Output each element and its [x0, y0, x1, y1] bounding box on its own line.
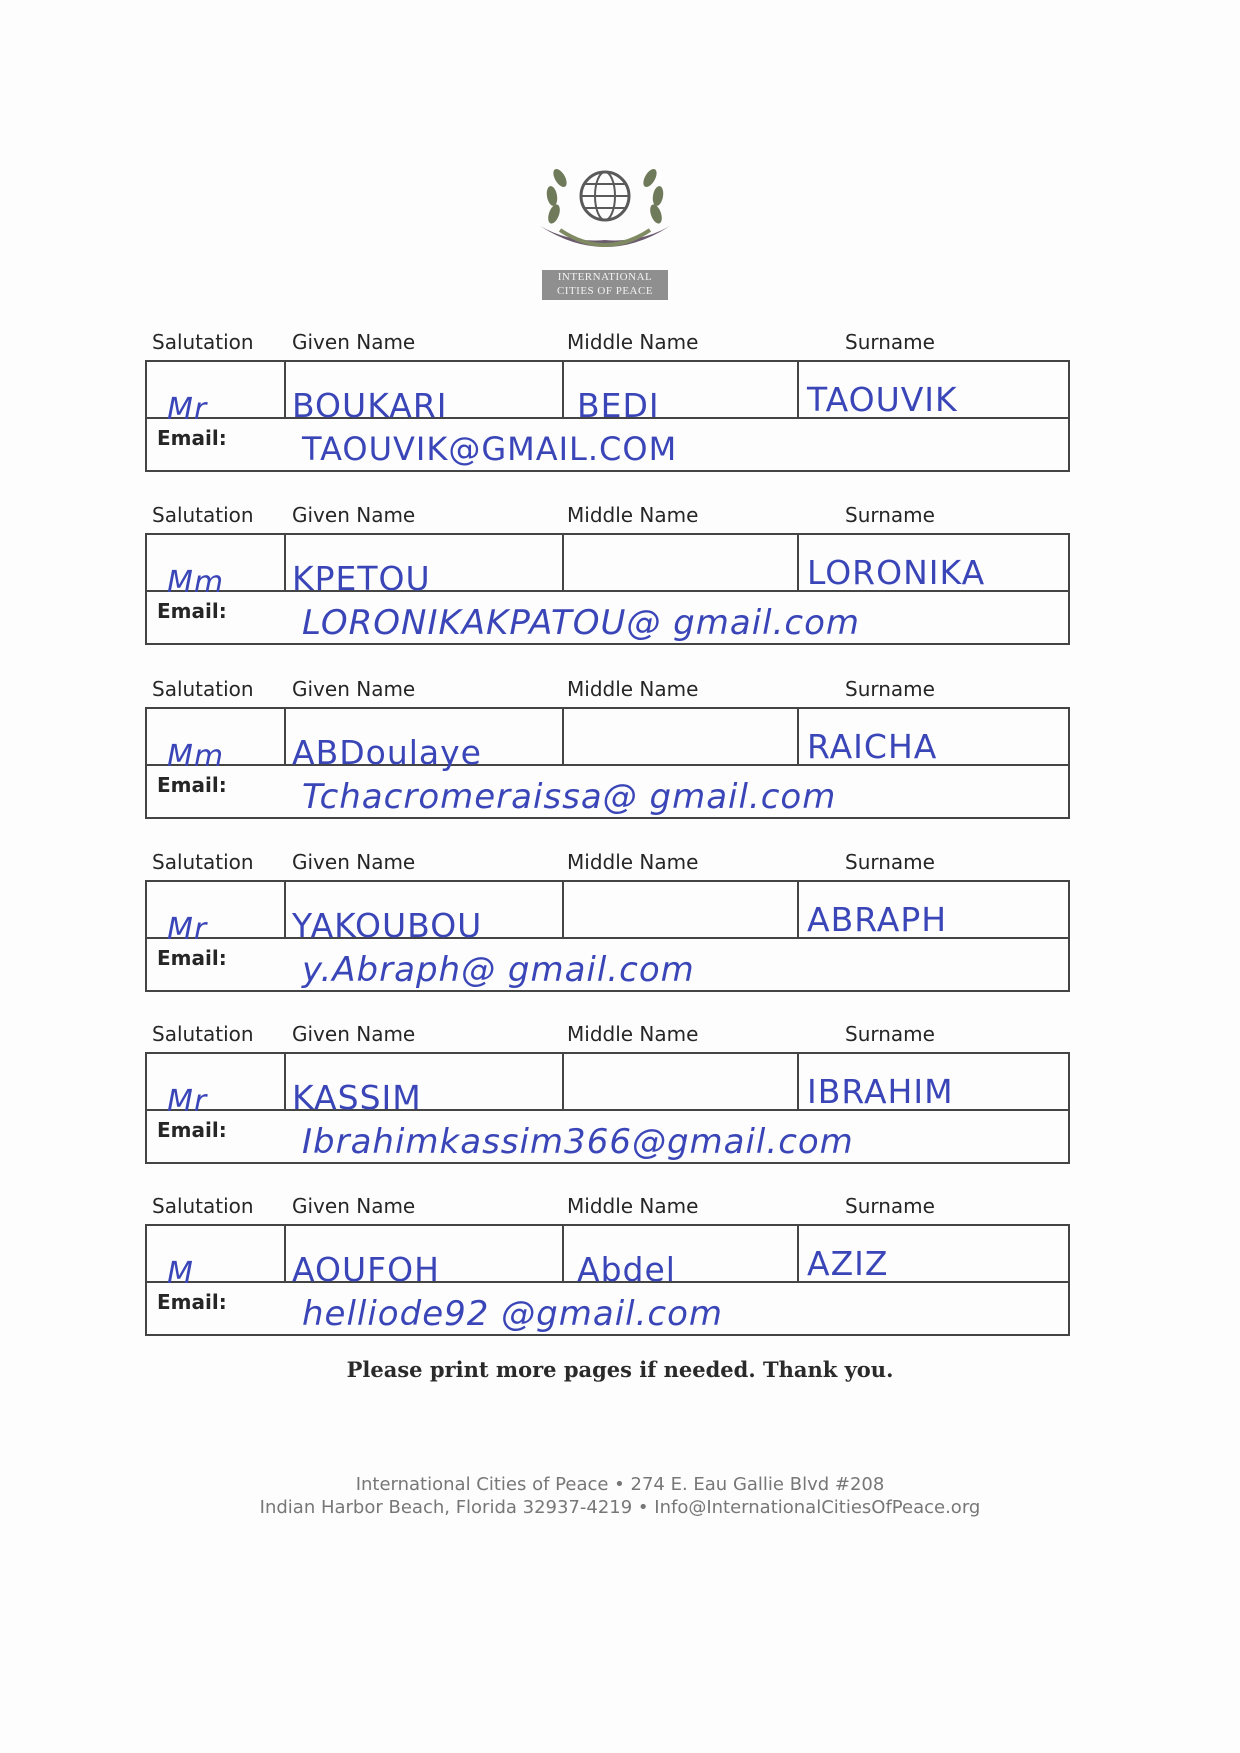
surname-header: Surname	[845, 677, 935, 701]
signup-entry	[145, 330, 1075, 480]
middle-name-value[interactable]: Abdel	[577, 1250, 676, 1289]
email-value[interactable]: helliode92 @gmail.com	[302, 1294, 724, 1334]
email-label: Email:	[157, 426, 227, 450]
surname-value[interactable]: LORONIKA	[807, 553, 986, 592]
entry-box	[145, 880, 1070, 992]
entry-box	[145, 1224, 1070, 1336]
salutation-header: Salutation	[152, 850, 254, 874]
surname-header: Surname	[845, 1194, 935, 1218]
given-name-header: Given Name	[292, 1022, 416, 1046]
salutation-header: Salutation	[152, 677, 254, 701]
middle-name-header: Middle Name	[567, 1022, 699, 1046]
salutation-value[interactable]: Mm	[167, 565, 225, 600]
signup-entry	[145, 850, 1075, 1000]
divider	[284, 1054, 286, 1109]
given-name-header: Given Name	[292, 1194, 416, 1218]
surname-header: Surname	[845, 503, 935, 527]
surname-value[interactable]: RAICHA	[807, 727, 938, 766]
email-value[interactable]: Tchacromeraissa@ gmail.com	[302, 777, 837, 817]
surname-value[interactable]: ABRAPH	[807, 900, 948, 939]
entry-box	[145, 1052, 1070, 1164]
given-name-value[interactable]: ABDoulaye	[292, 733, 482, 772]
given-name-value[interactable]: YAKOUBOU	[292, 906, 483, 945]
salutation-header: Salutation	[152, 503, 254, 527]
divider	[797, 1226, 799, 1281]
given-name-value[interactable]: KPETOU	[292, 559, 431, 598]
divider	[284, 362, 286, 417]
closing-note: Please print more pages if needed. Thank you.	[346, 1357, 894, 1382]
divider	[562, 709, 564, 764]
divider	[562, 362, 564, 417]
email-label: Email:	[157, 946, 227, 970]
footer-address-line-2: Indian Harbor Beach, Florida 32937-4219 • Info@InternationalCitiesOfPeace.org	[259, 1497, 981, 1518]
surname-header: Surname	[845, 850, 935, 874]
email-label: Email:	[157, 773, 227, 797]
email-value[interactable]: Ibrahimkassim366@gmail.com	[302, 1122, 854, 1162]
given-name-value[interactable]: AOUFOH	[292, 1250, 440, 1289]
entry-box	[145, 533, 1070, 645]
divider	[797, 535, 799, 590]
divider	[284, 709, 286, 764]
salutation-value[interactable]: Mr	[167, 912, 208, 947]
divider	[284, 535, 286, 590]
signup-entry	[145, 1194, 1075, 1344]
divider	[562, 1054, 564, 1109]
given-name-header: Given Name	[292, 677, 416, 701]
entry-box	[145, 707, 1070, 819]
divider	[797, 1054, 799, 1109]
divider	[562, 882, 564, 937]
given-name-header: Given Name	[292, 330, 416, 354]
email-label: Email:	[157, 1290, 227, 1314]
middle-name-header: Middle Name	[567, 1194, 699, 1218]
signup-entry	[145, 503, 1075, 653]
surname-header: Surname	[845, 1022, 935, 1046]
footer-address-line-1: International Cities of Peace • 274 E. Eau Gallie Blvd #208	[355, 1474, 885, 1495]
surname-value[interactable]: IBRAHIM	[807, 1072, 954, 1111]
divider	[797, 709, 799, 764]
divider	[562, 1226, 564, 1281]
salutation-value[interactable]: Mr	[167, 392, 208, 427]
salutation-value[interactable]: M	[167, 1256, 194, 1291]
email-label: Email:	[157, 1118, 227, 1142]
given-name-value[interactable]: BOUKARI	[292, 386, 448, 425]
surname-header: Surname	[845, 330, 935, 354]
globe-dove-icon	[520, 148, 690, 266]
divider	[797, 882, 799, 937]
signup-entry	[145, 677, 1075, 827]
given-name-value[interactable]: KASSIM	[292, 1078, 422, 1117]
middle-name-header: Middle Name	[567, 503, 699, 527]
middle-name-header: Middle Name	[567, 677, 699, 701]
surname-value[interactable]: TAOUVIK	[807, 380, 958, 419]
middle-name-header: Middle Name	[567, 850, 699, 874]
middle-name-value[interactable]: BEDI	[577, 386, 660, 425]
email-value[interactable]: y.Abraph@ gmail.com	[302, 950, 695, 990]
email-label: Email:	[157, 599, 227, 623]
middle-name-header: Middle Name	[567, 330, 699, 354]
surname-value[interactable]: AZIZ	[807, 1244, 889, 1283]
salutation-value[interactable]: Mr	[167, 1084, 208, 1119]
salutation-header: Salutation	[152, 1194, 254, 1218]
salutation-header: Salutation	[152, 1022, 254, 1046]
salutation-header: Salutation	[152, 330, 254, 354]
divider	[284, 882, 286, 937]
logo-wordmark: INTERNATIONAL CITIES OF PEACE	[542, 270, 668, 300]
divider	[562, 535, 564, 590]
given-name-header: Given Name	[292, 850, 416, 874]
organization-logo	[520, 148, 690, 308]
email-value[interactable]: LORONIKAKPATOU@ gmail.com	[302, 603, 861, 643]
divider	[797, 362, 799, 417]
divider	[284, 1226, 286, 1281]
given-name-header: Given Name	[292, 503, 416, 527]
email-value[interactable]: TAOUVIK@GMAIL.COM	[302, 430, 678, 468]
salutation-value[interactable]: Mm	[167, 739, 225, 774]
entry-box	[145, 360, 1070, 472]
signup-entry	[145, 1022, 1075, 1172]
